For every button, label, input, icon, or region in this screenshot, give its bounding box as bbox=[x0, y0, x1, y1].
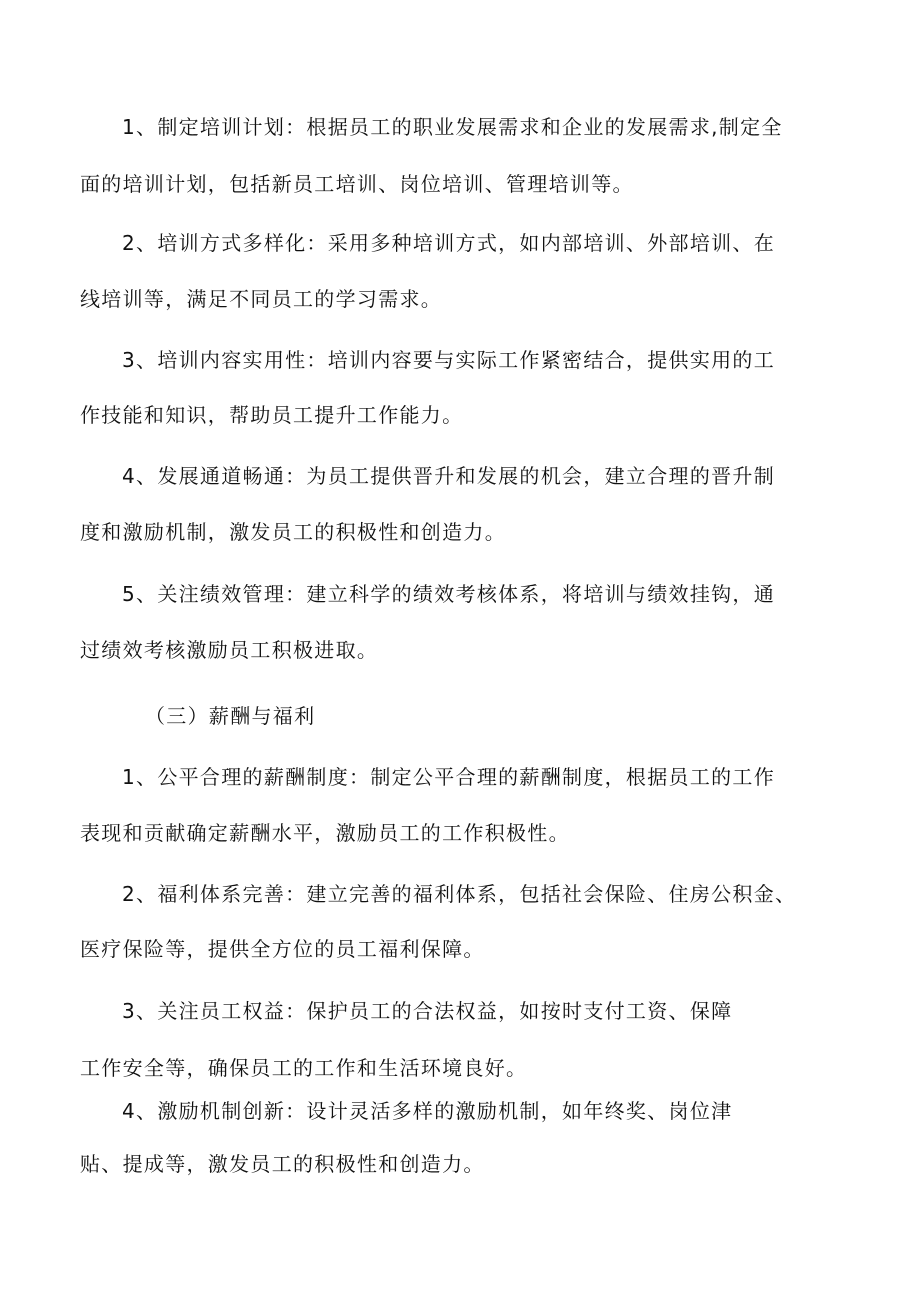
paragraph-3-line-2: 作技能和知识，帮助员工提升工作能力。 bbox=[80, 403, 464, 427]
paragraph-6-line-2: 表现和贡献确定薪酬水平，激励员工的工作积极性。 bbox=[80, 821, 570, 845]
section-heading: （三）薪酬与福利 bbox=[145, 704, 316, 728]
paragraph-7-line-2: 医疗保险等，提供全方位的员工福利保障。 bbox=[80, 937, 485, 961]
paragraph-7-line-1: 2、福利体系完善：建立完善的福利体系，包括社会保险、住房公积金、 bbox=[122, 882, 797, 906]
paragraph-6-line-1: 1、公平合理的薪酬制度：制定公平合理的薪酬制度，根据员工的工作 bbox=[122, 765, 776, 789]
paragraph-2-line-2: 线培训等，满足不同员工的学习需求。 bbox=[80, 287, 443, 311]
paragraph-2-line-1: 2、培训方式多样化：采用多种培训方式，如内部培训、外部培训、在 bbox=[122, 231, 776, 255]
paragraph-9-line-1: 4、激励机制创新：设计灵活多样的激励机制，如年终奖、岗位津 bbox=[122, 1099, 733, 1123]
paragraph-9-line-2: 贴、提成等，激发员工的积极性和创造力。 bbox=[80, 1152, 485, 1176]
paragraph-3-line-1: 3、培训内容实用性：培训内容要与实际工作紧密结合，提供实用的工 bbox=[122, 348, 776, 372]
paragraph-1-line-2: 面的培训计划，包括新员工培训、岗位培训、管理培训等。 bbox=[80, 172, 634, 196]
paragraph-1-line-1: 1、制定培训计划：根据员工的职业发展需求和企业的发展需求,制定全 bbox=[122, 115, 783, 139]
paragraph-8-line-1: 3、关注员工权益：保护员工的合法权益，如按时支付工资、保障 bbox=[122, 999, 733, 1023]
paragraph-5-line-2: 过绩效考核激励员工积极进取。 bbox=[80, 638, 379, 662]
paragraph-8-line-2: 工作安全等，确保员工的工作和生活环境良好。 bbox=[80, 1056, 528, 1080]
paragraph-4-line-2: 度和激励机制，激发员工的积极性和创造力。 bbox=[80, 520, 506, 544]
paragraph-4-line-1: 4、发展通道畅通：为员工提供晋升和发展的机会，建立合理的晋升制 bbox=[122, 464, 776, 488]
paragraph-5-line-1: 5、关注绩效管理：建立科学的绩效考核体系，将培训与绩效挂钩，通 bbox=[122, 582, 776, 606]
